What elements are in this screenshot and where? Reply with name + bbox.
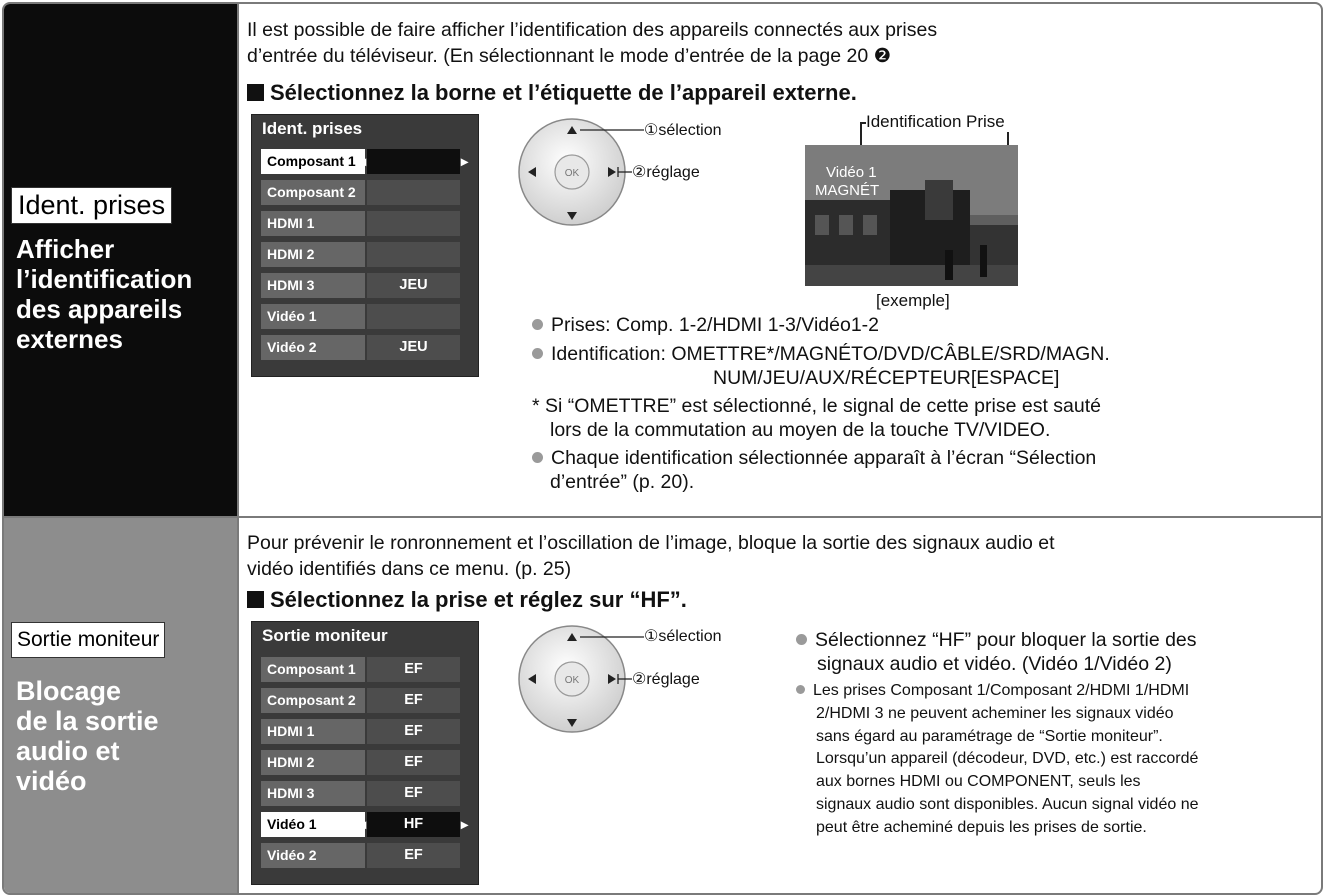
menu-row-label: Vidéo 1: [261, 304, 365, 329]
menu-row[interactable]: [261, 180, 460, 205]
side-line: externes: [16, 324, 123, 354]
note-line: Les prises Composant 1/Composant 2/HDMI 1/HDMI: [813, 682, 1190, 699]
note-line: aux bornes HDMI ou COMPONENT, seuls les: [816, 773, 1141, 791]
menu-row-value[interactable]: EF: [367, 688, 460, 713]
section2-sidebar: [4, 518, 237, 893]
sortie-moniteur-menu: [251, 621, 479, 885]
menu-row-value[interactable]: EF: [367, 719, 460, 744]
side-line: Afficher: [16, 234, 115, 264]
menu-row[interactable]: [261, 843, 460, 868]
menu-row-value[interactable]: JEU: [367, 273, 460, 298]
menu-row-label: Composant 1: [261, 149, 365, 174]
side-line: l’identification: [16, 264, 193, 294]
pad1-select-label: ①sélection: [644, 122, 722, 139]
menu-row[interactable]: [261, 211, 460, 236]
bullet-icon: [796, 634, 807, 645]
bullet-icon: [532, 452, 543, 463]
menu-row-value[interactable]: [367, 304, 460, 329]
menu-row-label: HDMI 2: [261, 750, 365, 775]
menu-title: Sortie moniteur: [262, 626, 388, 645]
note-prises-block: [796, 680, 1199, 840]
menu-row-label: Composant 2: [261, 688, 365, 713]
note-line: sans égard au paramétrage de “Sortie moniteur”.: [816, 727, 1163, 745]
example-overlay-input: Vidéo 1: [826, 164, 877, 181]
note-star-line2: lors de la commutation au moyen de la touche TV/VIDEO.: [550, 419, 1051, 441]
side-line: Blocage: [16, 676, 122, 706]
menu-row[interactable]: [261, 750, 460, 775]
menu-row-value[interactable]: [367, 149, 460, 174]
menu-row-value[interactable]: EF: [367, 781, 460, 806]
example-overlay-ident: MAGNÉT: [815, 182, 880, 199]
square-bullet-icon: [247, 591, 264, 608]
note-prises: Prises: Comp. 1-2/HDMI 1-3/Vidéo1-2: [532, 313, 879, 337]
note-hf-line2: signaux audio et vidéo. (Vidéo 1/Vidéo 2): [817, 653, 1172, 675]
pad2-adjust-label: ②réglage: [632, 671, 700, 688]
menu-row[interactable]: [261, 273, 460, 298]
menu-row-value[interactable]: EF: [367, 843, 460, 868]
menu-row-value[interactable]: [367, 242, 460, 267]
menu-row-value[interactable]: EF: [367, 750, 460, 775]
page-frame: [2, 2, 1323, 895]
section1-intro-line1: Il est possible de faire afficher l’identification des appareils connectés aux prises: [247, 19, 938, 41]
example-prise-label: Prise: [966, 112, 1005, 131]
side-line: vidéo: [16, 766, 87, 796]
menu-row[interactable]: [261, 781, 460, 806]
bullet-icon: [532, 348, 543, 359]
menu-row[interactable]: [261, 242, 460, 267]
menu-row-label: HDMI 1: [261, 719, 365, 744]
menu-row[interactable]: [261, 335, 460, 360]
note-identification: Identification: OMETTRE*/MAGNÉTO/DVD/CÂBLE/SRD/MAGN.: [532, 342, 1110, 366]
note-each-line2: d’entrée” (p. 20).: [550, 471, 695, 493]
menu-row-label: Vidéo 2: [261, 335, 365, 360]
example-identification-label: Identification: [866, 112, 962, 131]
menu-row-label: HDMI 3: [261, 781, 365, 806]
pad1-adjust-label: ②réglage: [632, 164, 700, 181]
menu-row-value[interactable]: EF: [367, 657, 460, 682]
note-line: peut être acheminé depuis les prises de sortie.: [816, 818, 1147, 836]
section2-heading: Sélectionnez la prise et réglez sur “HF”.: [247, 587, 687, 613]
note-line: Lorsqu’un appareil (décodeur, DVD, etc.) est raccordé: [816, 750, 1199, 768]
menu-row[interactable]: [261, 657, 460, 682]
menu-row-value[interactable]: [367, 211, 460, 236]
menu-row-label: Vidéo 2: [261, 843, 365, 868]
side-line: audio et: [16, 736, 120, 766]
ident-prises-menu: [251, 114, 479, 377]
example-caption: [exemple]: [876, 291, 950, 310]
side-line: des appareils: [16, 294, 183, 324]
section2-intro-line1: Pour prévenir le ronronnement et l’oscillation de l’image, bloque la sortie des signaux audio et: [247, 532, 1055, 554]
note-each-line1: Chaque identification sélectionnée apparaît à l’écran “Sélection: [532, 446, 1096, 470]
section1-tag: Ident. prises: [11, 187, 172, 224]
note-identification-cont: NUM/JEU/AUX/RÉCEPTEUR[ESPACE]: [713, 367, 1060, 389]
bullet-icon: [796, 685, 805, 694]
menu-title: Ident. prises: [262, 119, 363, 138]
section1-sidebar: [4, 4, 237, 516]
ok-button-label: OK: [564, 168, 580, 179]
note-star-line1: * Si “OMETTRE” est sélectionné, le signal de cette prise est sauté: [532, 395, 1101, 417]
menu-row-label: HDMI 3: [261, 273, 365, 298]
square-bullet-icon: [247, 84, 264, 101]
menu-row[interactable]: [261, 304, 460, 329]
section1-heading: Sélectionnez la borne et l’étiquette de l’appareil externe.: [247, 80, 857, 106]
note-line: signaux audio sont disponibles. Aucun signal vidéo ne: [816, 795, 1199, 813]
section2-tag: Sortie moniteur: [11, 622, 165, 658]
menu-row-value[interactable]: [367, 180, 460, 205]
menu-row-label: HDMI 2: [261, 242, 365, 267]
menu-row[interactable]: [261, 149, 460, 174]
menu-row-label: HDMI 1: [261, 211, 365, 236]
menu-row-label: Vidéo 1: [261, 812, 365, 837]
section1-side-text: [16, 234, 192, 354]
column-divider: [237, 4, 239, 893]
pad2-select-label: ①sélection: [644, 628, 722, 645]
menu-row[interactable]: [261, 812, 460, 837]
section2-side-text: [16, 676, 159, 796]
menu-row[interactable]: [261, 688, 460, 713]
menu-row-label: Composant 1: [261, 657, 365, 682]
note-hf-line1: Sélectionnez “HF” pour bloquer la sortie des: [796, 628, 1197, 652]
menu-row-label: Composant 2: [261, 180, 365, 205]
menu-row-value[interactable]: ◂ HF ▸: [367, 812, 460, 837]
example-photo: [805, 145, 1018, 286]
menu-row-value[interactable]: JEU: [367, 335, 460, 360]
note-line: 2/HDMI 3 ne peuvent acheminer les signaux vidéo: [816, 704, 1174, 722]
bullet-icon: [532, 319, 543, 330]
side-line: de la sortie: [16, 706, 159, 736]
ok-button-label: OK: [564, 675, 580, 686]
section1-intro-line2: d’entrée du téléviseur. (En sélectionnant le mode d’entrée de la page 20 ❷: [247, 45, 892, 67]
section2-intro-line2: vidéo identifiés dans ce menu. (p. 25): [247, 558, 572, 580]
menu-row[interactable]: [261, 719, 460, 744]
